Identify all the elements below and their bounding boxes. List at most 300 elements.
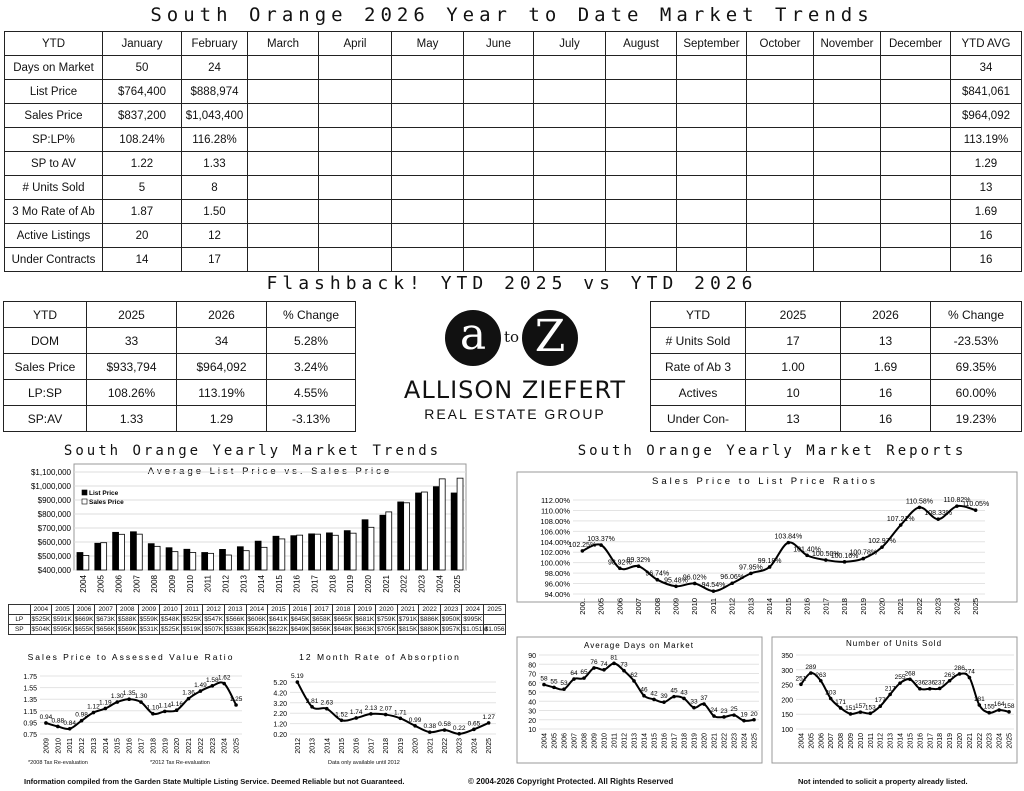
table-cell: [534, 80, 606, 104]
lp-cell: $669K: [74, 616, 94, 623]
x-tick-label: 2005: [551, 733, 559, 749]
data-label: 64: [570, 670, 578, 678]
data-label: 0.88: [51, 717, 65, 725]
row-label: Rate of Ab 3: [651, 354, 746, 380]
data-point: [859, 710, 863, 714]
x-tick-label: 2009: [848, 733, 855, 749]
x-tick-label: 2006: [818, 733, 826, 749]
row-label: List Price: [5, 80, 103, 104]
table-cell: 1.29: [177, 406, 267, 432]
y-tick-label: 1.55: [23, 685, 37, 693]
lp-sp-year-row: [9, 605, 506, 615]
absorption-note: Data only available until 2012: [328, 760, 400, 766]
data-point: [732, 713, 736, 717]
bar-list: [326, 533, 332, 570]
bar-sales: [154, 546, 160, 570]
table-cell: [392, 128, 464, 152]
x-tick-label: 2017: [927, 733, 935, 749]
x-tick-label: 2017: [310, 575, 320, 593]
lp-cell: $559K: [139, 616, 159, 623]
table-cell: [747, 200, 814, 224]
bar-list: [433, 487, 439, 570]
x-tick-label: 2016: [661, 733, 669, 749]
x-tick-label: 2022: [721, 733, 729, 749]
data-label: 62: [630, 671, 638, 679]
x-tick-label: 2015: [274, 575, 284, 593]
data-point: [234, 703, 238, 707]
sp-lp-ratio-chart: [515, 470, 1020, 615]
data-label: 100.16%: [830, 552, 859, 560]
x-tick-label: 2005: [596, 598, 606, 615]
data-label: 98.92%: [607, 559, 632, 567]
table-cell: $888,974: [182, 80, 248, 104]
data-label: 0.65: [467, 720, 481, 728]
data-label: 110.58%: [905, 498, 934, 506]
y-tick-label: 4.20: [273, 690, 287, 698]
table-cell: [677, 104, 747, 128]
sp-cell: $519K: [182, 626, 202, 633]
data-label: 110.05%: [962, 501, 990, 509]
sp-cell: $957K: [441, 626, 461, 633]
data-label: 102.25%: [568, 541, 597, 549]
x-tick-label: 2016: [802, 598, 812, 615]
data-label: 20: [750, 710, 758, 718]
data-point: [472, 728, 476, 732]
data-point: [384, 713, 388, 717]
x-tick-label: 2025: [453, 575, 463, 593]
table-cell: [464, 128, 534, 152]
data-label: 251: [795, 675, 807, 683]
table-row: [4, 406, 356, 432]
data-point: [210, 684, 214, 688]
data-point: [325, 707, 329, 711]
table-cell: [677, 176, 747, 200]
x-tick-label: 2015: [339, 738, 346, 754]
lp-cell: $995K: [463, 616, 483, 623]
data-point: [562, 687, 566, 691]
bar-list: [344, 531, 350, 570]
data-point: [632, 679, 636, 683]
lp-cell: $950K: [441, 616, 461, 623]
data-label: 263: [815, 671, 827, 679]
table-row: [5, 104, 1022, 128]
table-cell: $837,200: [103, 104, 182, 128]
bar-sales: [350, 533, 356, 570]
x-tick-label: 2010: [55, 738, 63, 754]
sp-cell: $622K: [269, 626, 288, 633]
table-cell: [248, 128, 319, 152]
x-tick-label: 2023: [986, 733, 994, 749]
column-header: May: [392, 32, 464, 56]
data-label: 96.02%: [682, 574, 707, 582]
data-label: 0.58: [438, 721, 451, 729]
table-cell: 19.23%: [931, 406, 1022, 432]
table-cell: [248, 104, 319, 128]
sp-cell: $569K: [117, 626, 137, 633]
data-point: [56, 725, 60, 729]
table-cell: 5: [103, 176, 182, 200]
table-cell: [747, 104, 814, 128]
data-point: [637, 564, 641, 568]
tax-note: *2008 Tax Re-evaluation: [28, 760, 88, 766]
data-label: 1.19: [99, 699, 112, 707]
data-point: [187, 697, 191, 701]
table-cell: 60.00%: [931, 380, 1022, 406]
data-point: [958, 672, 962, 676]
x-tick-label: 2004: [78, 575, 88, 593]
flashback-right-table: [650, 301, 1022, 432]
data-label: 96.06%: [720, 574, 745, 582]
sp-cell: $531K: [139, 626, 159, 633]
table-row: [5, 56, 1022, 80]
x-tick-label: 2009: [591, 733, 599, 749]
data-label: 263: [944, 671, 956, 679]
table-cell: $764,400: [103, 80, 182, 104]
x-tick-label: 2022: [976, 733, 984, 749]
flashback-title: Flashback! YTD 2025 vs YTD 2026: [266, 273, 758, 294]
x-tick-label: 2016: [292, 575, 302, 593]
x-tick-label: 2015: [907, 733, 915, 749]
data-label: 177: [874, 697, 886, 705]
data-point: [44, 721, 48, 725]
x-tick-label: 2010: [857, 733, 865, 749]
table-cell: [248, 200, 319, 224]
table-cell: [464, 152, 534, 176]
data-point: [918, 506, 922, 510]
data-label: 1.27: [482, 713, 495, 721]
data-point: [175, 708, 179, 712]
data-label: 102.97%: [868, 538, 896, 546]
data-label: 286: [954, 664, 965, 672]
data-point: [787, 541, 791, 545]
column-header: November: [814, 32, 881, 56]
year-cell: 2011: [181, 605, 203, 615]
bar-list: [362, 520, 368, 570]
table-cell: $964,092: [177, 354, 267, 380]
y-tick-label: 50: [528, 690, 536, 697]
data-point: [340, 718, 344, 722]
table-cell: $933,794: [87, 354, 177, 380]
data-label: 1.25: [229, 696, 243, 703]
bar-list: [416, 493, 422, 570]
bar-list: [202, 553, 208, 571]
data-label: 0.94: [39, 713, 53, 721]
data-label: 237: [934, 679, 946, 687]
tax-note-2: *2012 Tax Re-evaluation: [150, 760, 210, 766]
data-point: [68, 727, 72, 731]
data-label: 37: [700, 695, 708, 703]
chart-title: 12 Month Rate of Absorption: [299, 652, 461, 662]
x-tick-label: 2021: [427, 738, 435, 754]
y-tick-label: 112.00%: [540, 496, 570, 505]
table-cell: [319, 104, 392, 128]
data-point: [752, 718, 756, 722]
table-cell: [606, 224, 677, 248]
footer-copyright: © 2004-2026 Copyright Protected. All Rights Reserved: [468, 777, 674, 786]
data-point: [978, 703, 982, 707]
data-label: 1.30: [134, 693, 148, 701]
table-cell: [881, 104, 951, 128]
data-label: 1.74: [349, 708, 363, 716]
data-point: [399, 716, 403, 720]
brand-logo: [400, 308, 630, 428]
column-header: June: [464, 32, 534, 56]
data-label: 158: [1003, 702, 1015, 710]
data-label: 236: [914, 679, 926, 687]
y-tick-label: 40: [528, 699, 536, 707]
bar-list: [255, 541, 261, 570]
bar-sales: [386, 512, 392, 570]
x-tick-label: 2025: [971, 598, 981, 615]
data-point: [829, 697, 833, 701]
data-point: [310, 705, 314, 709]
yearly-reports-title: South Orange Yearly Market Reports: [577, 443, 967, 459]
x-tick-label: 2019: [947, 733, 955, 749]
data-point: [948, 679, 952, 683]
data-label: 1.16: [170, 701, 183, 709]
column-header: 2025: [746, 302, 841, 328]
x-tick-label: 2014: [897, 733, 905, 749]
bar-sales: [225, 555, 231, 570]
x-tick-label: 2014: [102, 738, 110, 754]
year-cell: 2022: [419, 605, 441, 615]
bar-list: [220, 549, 226, 570]
table-cell: [392, 104, 464, 128]
sp-cell: $655K: [74, 626, 94, 633]
data-label: 25: [730, 706, 738, 714]
table-cell: [606, 176, 677, 200]
lp-cell: $525K: [31, 616, 51, 623]
row-label: Actives: [651, 380, 746, 406]
data-point: [92, 711, 96, 715]
table-cell: [606, 128, 677, 152]
bar-sales: [83, 555, 89, 570]
data-point: [296, 680, 300, 684]
data-label: 55: [550, 678, 558, 686]
x-tick-label: 2018: [681, 733, 689, 749]
x-tick-label: 2009: [168, 575, 177, 593]
table-row: [651, 328, 1022, 354]
sp-cell: $880K: [420, 626, 439, 633]
data-point: [968, 676, 972, 680]
units-sold-chart: [770, 635, 1020, 765]
data-point: [163, 710, 167, 714]
x-tick-label: 2005: [96, 575, 106, 593]
table-cell: 108.24%: [103, 128, 182, 152]
data-point: [672, 695, 676, 699]
table-row: [651, 380, 1022, 406]
lp-cell: $548K: [161, 616, 180, 623]
chart-title: Number of Units Sold: [845, 639, 943, 648]
column-header: April: [319, 32, 392, 56]
table-cell: [881, 224, 951, 248]
data-label: 274: [963, 668, 975, 676]
table-row: [5, 176, 1022, 200]
data-point: [768, 565, 772, 569]
bar-list: [309, 534, 315, 570]
data-label: 0.98: [75, 711, 88, 719]
data-point: [899, 523, 903, 527]
year-cell: 2025: [484, 605, 506, 615]
lp-cell: $591K: [53, 616, 72, 623]
data-label: 53: [560, 680, 568, 688]
x-tick-label: 2023: [209, 738, 217, 754]
y-tick-label: 150: [781, 712, 793, 720]
table-cell: [534, 104, 606, 128]
bar-list: [398, 502, 404, 570]
table-cell: [464, 80, 534, 104]
lp-cell: $606K: [247, 616, 267, 623]
y-tick-label: 1.35: [23, 697, 37, 705]
lp-cell: [484, 615, 506, 625]
table-cell: [747, 176, 814, 200]
data-label: 0.22: [452, 724, 466, 732]
lp-cell: $886K: [420, 616, 439, 623]
bar-list: [273, 536, 279, 570]
x-tick-label: 2012: [877, 733, 885, 749]
x-tick-label: 2012: [621, 733, 629, 749]
table-row: [5, 200, 1022, 224]
year-cell: 2012: [203, 605, 225, 615]
table-cell: 1.29: [951, 152, 1022, 176]
x-tick-label: 2013: [239, 575, 249, 593]
x-tick-label: 2024: [741, 733, 749, 749]
table-cell: [534, 176, 606, 200]
x-tick-label: 2007: [828, 733, 836, 749]
y-tick-label: 2.20: [273, 711, 287, 719]
year-cell: 2004: [30, 605, 52, 615]
table-cell: [606, 152, 677, 176]
data-label: 39: [660, 693, 668, 701]
y-tick-label: 0.95: [23, 720, 37, 728]
sp-cell: $595K: [53, 626, 72, 633]
x-tick-label: 2016: [917, 733, 925, 749]
chart-title: Average Days on Market: [584, 641, 694, 650]
data-point: [692, 706, 696, 710]
data-point: [722, 715, 726, 719]
data-point: [652, 698, 656, 702]
data-label: 2.07: [379, 705, 392, 713]
y-tick-label: 104.00%: [540, 537, 570, 547]
x-tick-label: 2011: [67, 738, 75, 754]
column-header: February: [182, 32, 248, 56]
data-label: 255: [894, 674, 906, 682]
y-tick-label: 96.00%: [544, 579, 570, 589]
y-tick-label: 0.75: [23, 732, 37, 739]
data-point: [805, 554, 809, 558]
table-cell: [747, 248, 814, 272]
sp-cell: $656K: [312, 626, 331, 633]
y-tick-label: 110.00%: [540, 506, 570, 516]
legend-label: Sales Price: [89, 499, 124, 506]
x-tick-label: 2010: [690, 598, 700, 615]
data-point: [80, 719, 84, 723]
table-cell: [677, 224, 747, 248]
lp-cell: $658K: [312, 616, 331, 623]
x-tick-label: 2020: [877, 598, 887, 615]
table-cell: [392, 224, 464, 248]
data-label: 181: [973, 696, 985, 704]
x-tick-label: 2018: [937, 733, 945, 749]
data-label: 1.36: [182, 689, 195, 697]
column-header: December: [881, 32, 951, 56]
y-tick-label: 300: [781, 667, 793, 675]
table-cell: 16: [841, 406, 931, 432]
x-tick-label: 2010: [185, 575, 195, 593]
x-tick-label: 2004: [541, 733, 549, 749]
year-cell: 2017: [311, 605, 333, 615]
y-tick-label: $400,000: [37, 566, 71, 575]
data-point: [612, 662, 616, 666]
table-cell: 14: [103, 248, 182, 272]
x-tick-label: 2018: [383, 738, 391, 754]
table-cell: [677, 248, 747, 272]
legend-swatch: [82, 490, 87, 495]
data-point: [552, 686, 556, 690]
ytd-table: [4, 31, 1022, 272]
data-point: [115, 700, 119, 704]
data-label: 43: [680, 689, 688, 697]
x-tick-label: 2020: [174, 738, 182, 754]
sp-row: [9, 625, 506, 635]
x-tick-label: 2023: [731, 733, 739, 749]
x-tick-label: 2021: [711, 733, 719, 749]
column-header: YTD: [651, 302, 746, 328]
table-cell: 5.28%: [267, 328, 356, 354]
row-label: LP:SP: [4, 380, 87, 406]
chart-title: Sales Price to List Price Ratios: [652, 476, 878, 487]
x-tick-label: 2022: [197, 738, 205, 754]
table-cell: 16: [951, 224, 1022, 248]
bar-sales: [101, 543, 107, 570]
data-label: 171: [835, 698, 847, 706]
row-label: DOM: [4, 328, 87, 354]
x-tick-label: 2014: [257, 575, 267, 593]
x-tick-label: 2020: [701, 733, 709, 749]
table-cell: [606, 200, 677, 224]
logo-subtitle: REAL ESTATE GROUP: [424, 406, 606, 422]
table-cell: [814, 176, 881, 200]
logo-a-circle: a: [445, 310, 501, 366]
data-point: [682, 697, 686, 701]
row-label: 3 Mo Rate of Ab: [5, 200, 103, 224]
table-cell: [677, 80, 747, 104]
table-cell: -23.53%: [931, 328, 1022, 354]
data-point: [354, 716, 358, 720]
data-point: [582, 676, 586, 680]
x-tick-label: 2019: [397, 738, 405, 754]
table-cell: [392, 152, 464, 176]
y-tick-label: 1.15: [23, 708, 37, 716]
data-label: 1.58: [205, 676, 219, 684]
footer-source: Information compiled from the Garden State Multiple Listing Service. Deemed Reliable but not Guaranteed.: [24, 777, 405, 786]
data-point: [742, 719, 746, 723]
data-point: [413, 724, 417, 728]
x-tick-label: 2015: [651, 733, 659, 749]
data-label: 164: [993, 701, 1005, 709]
year-cell: 2007: [95, 605, 117, 615]
data-label: 97.95%: [739, 564, 763, 572]
bar-list: [380, 515, 386, 570]
x-tick-label: 2006: [615, 598, 625, 615]
table-cell: [319, 56, 392, 80]
year-cell: 2010: [160, 605, 182, 615]
year-cell: 2021: [397, 605, 419, 615]
table-row: [651, 354, 1022, 380]
table-cell: 13: [746, 406, 841, 432]
table-cell: 16: [951, 248, 1022, 272]
bar-sales: [172, 552, 178, 570]
